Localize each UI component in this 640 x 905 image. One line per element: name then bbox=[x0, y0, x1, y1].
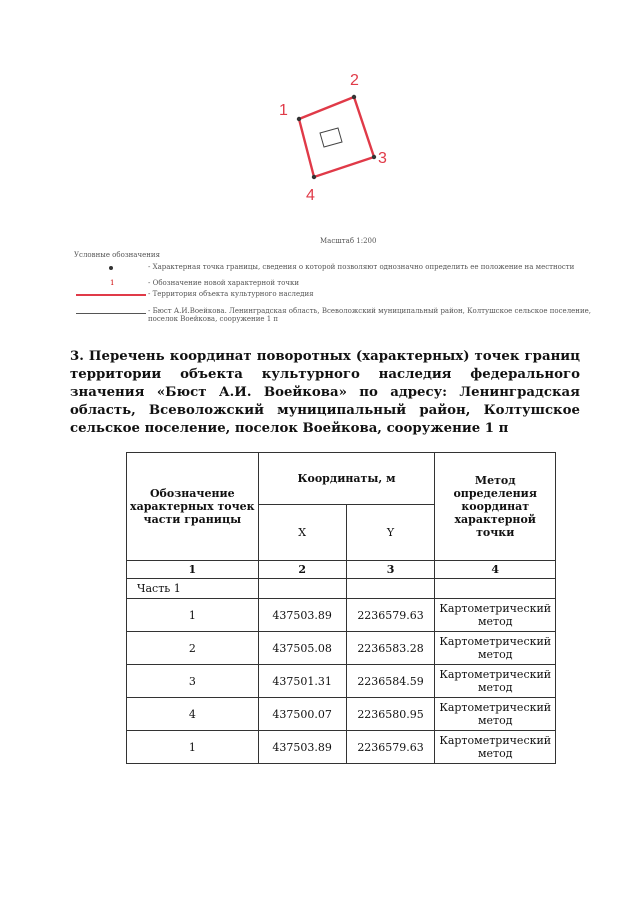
number-marker: 1 bbox=[110, 279, 115, 287]
header-coordinates: Координаты, м bbox=[258, 453, 435, 505]
cell-method: Картометрический метод bbox=[435, 698, 556, 731]
table-row bbox=[127, 665, 556, 698]
cell-method: Картометрический метод bbox=[435, 731, 556, 764]
cell-point: 1 bbox=[127, 731, 259, 764]
boundary-point-3 bbox=[372, 155, 376, 159]
cell-y: 2236584.59 bbox=[346, 665, 435, 698]
cell-point: 4 bbox=[127, 698, 259, 731]
cell-y: 2236579.63 bbox=[346, 599, 435, 632]
table-row bbox=[127, 599, 556, 632]
table-row bbox=[127, 698, 556, 731]
boundary-point-1 bbox=[297, 117, 301, 121]
dot-icon bbox=[109, 266, 113, 270]
point-label-1: 1 bbox=[279, 102, 288, 119]
section-heading: 3. Перечень координат поворотных (характерных) точек границ территории объекта культурного наследия федерального значения «Бюст А.И. Воейкова» по адресу: Ленинградская область, Всеволожский муниципальный район, Колтушское сельское поселение, поселок Воейкова, сооружение 1 п bbox=[70, 349, 580, 436]
legend-item bbox=[74, 306, 624, 326]
cell-x: 437505.08 bbox=[258, 632, 346, 665]
point-label-4: 4 bbox=[306, 187, 315, 204]
red-line-symbol bbox=[76, 294, 146, 296]
legend-title: Условные обозначения bbox=[74, 251, 161, 259]
cell-method: Картометрический метод bbox=[435, 632, 556, 665]
boundary-plan bbox=[270, 60, 400, 210]
cell-x: 437503.89 bbox=[258, 599, 346, 632]
legend-text: - Бюст А.И.Воейкова. Ленинградская область, Всеволожский муниципальный район, Колтушское сельское поселение, поселок Воейкова, сооружение 1 п bbox=[148, 307, 591, 323]
table-row bbox=[127, 731, 556, 764]
cell-method: Картометрический метод bbox=[435, 599, 556, 632]
col-number: 2 bbox=[258, 561, 346, 579]
header-x: X bbox=[258, 505, 346, 561]
col-number: 4 bbox=[435, 561, 556, 579]
table-row bbox=[127, 632, 556, 665]
cell-point: 1 bbox=[127, 599, 259, 632]
boundary-point-2 bbox=[352, 95, 356, 99]
legend-text: - Характерная точка границы, сведения о которой позволяют однозначно определить ее положение на местности bbox=[148, 263, 575, 271]
cell-point: 2 bbox=[127, 632, 259, 665]
monument-outline bbox=[320, 128, 342, 147]
header-designation: Обозначение характерных точек части границы bbox=[127, 453, 259, 561]
col-number: 1 bbox=[127, 561, 259, 579]
part-label: Часть 1 bbox=[127, 579, 259, 599]
cell-x: 437503.89 bbox=[258, 731, 346, 764]
cell-x: 437501.31 bbox=[258, 665, 346, 698]
legend-text: - Обозначение новой характерной точки bbox=[148, 279, 299, 287]
cell-method: Картометрический метод bbox=[435, 665, 556, 698]
legend-text: - Территория объекта культурного наследия bbox=[148, 290, 314, 298]
cell-x: 437500.07 bbox=[258, 698, 346, 731]
map-scale: Масштаб 1:200 bbox=[320, 237, 377, 245]
col-number: 3 bbox=[346, 561, 435, 579]
coordinates-table bbox=[126, 452, 556, 764]
cell-point: 3 bbox=[127, 665, 259, 698]
heritage-territory-boundary bbox=[299, 97, 374, 177]
header-method: Метод определения координат характерной точки bbox=[435, 453, 556, 561]
point-label-3: 3 bbox=[378, 150, 387, 167]
legend-item bbox=[74, 289, 624, 301]
point-label-2: 2 bbox=[350, 72, 359, 89]
legend-item bbox=[74, 262, 624, 274]
header-y: Y bbox=[346, 505, 435, 561]
boundary-point-4 bbox=[312, 175, 316, 179]
cell-y: 2236579.63 bbox=[346, 731, 435, 764]
cell-y: 2236580.95 bbox=[346, 698, 435, 731]
black-line-symbol bbox=[76, 313, 146, 314]
cell-y: 2236583.28 bbox=[346, 632, 435, 665]
